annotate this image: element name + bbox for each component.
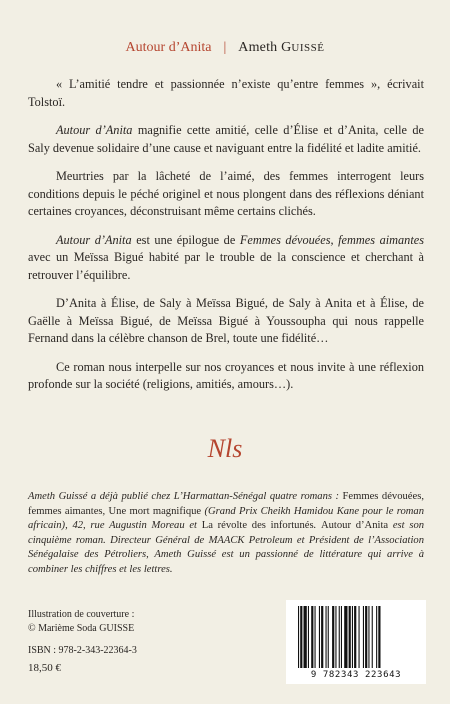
illustration-label: Illustration de couverture : — [28, 609, 135, 620]
barcode-bar — [335, 606, 336, 668]
barcode-bar — [321, 606, 323, 668]
barcode — [286, 600, 426, 684]
barcode-bar — [311, 606, 313, 668]
blurb-paragraph-2: Autour d’Anita magnifie cette amitié, celle d’Élise et d’Anita, celle de Saly devenue solidaire d’une cause et naviguant entre la fidélité et ladite amitié. — [28, 123, 424, 155]
barcode-bar — [344, 606, 347, 668]
barcode-bar — [352, 606, 353, 668]
barcode-bar — [332, 606, 334, 668]
author-name: Ameth GUISSÉ — [238, 40, 325, 55]
barcode-bar — [365, 606, 367, 668]
publisher-logo: Nls — [207, 434, 243, 463]
blurb-paragraph-5: D’Anita à Élise, de Saly à Meïssa Bigué, de Saly à Anita et à Élise, de Gaëlle à Meïssa Bigué, de Meïssa Bigué à Youssoupha qui nous rappelle Fernand dans la célèbre chanson de Brel, toute une fidélité… — [28, 296, 424, 345]
barcode-bar — [339, 606, 340, 668]
barcode-bar — [308, 606, 309, 668]
barcode-bars — [296, 606, 416, 670]
back-cover-blurb — [28, 76, 424, 405]
barcode-bar — [341, 606, 342, 668]
barcode-bar — [319, 606, 320, 668]
author-bio: Ameth Guissé a déjà publié chez L’Harmattan-Sénégal quatre romans : Femmes dévouées, femmes aimantes, Une mort magnifique (Grand Prix Cheikh Hamidou Kane pour le roman africain), 42, rue Augustin Moreau et La révolte des infortunés. Autour d’Anita est son cinquième roman. Directeur Général de MAACK Petroleum et Président de l’Association Sénégalaise des Pétroliers, Ameth Guissé est un passionné de littérature qui arrive à combiner les chiffres et les lettres. — [28, 491, 425, 575]
blurb-paragraph-3: Meurtries par la lâcheté de l’aimé, des femmes interrogent leurs conditions depuis le péché originel et nous plongent dans des réflexions déniant certaines croyances, déconstruisant même certains clichés. — [28, 169, 424, 218]
barcode-bar — [326, 606, 327, 668]
barcode-bar — [363, 606, 364, 668]
barcode-bar — [315, 606, 316, 668]
header-separator: | — [223, 40, 227, 55]
barcode-digits: 9 782343 223643 — [310, 670, 402, 680]
cover-header — [0, 40, 450, 56]
barcode-bar — [328, 606, 329, 668]
barcode-bar — [300, 606, 302, 668]
illustrator-name: © Marième Soda GUISSE — [28, 623, 135, 634]
cover-credits — [28, 608, 134, 636]
isbn: ISBN : 978-2-343-22364-3 — [28, 645, 137, 656]
price: 18,50 € — [28, 662, 61, 674]
barcode-bar — [354, 606, 356, 668]
barcode-bar — [298, 606, 299, 668]
barcode-bar — [376, 606, 377, 668]
barcode-bar — [368, 606, 369, 668]
barcode-bar — [378, 606, 380, 668]
book-title: Autour d’Anita — [125, 40, 212, 55]
barcode-bar — [359, 606, 360, 668]
barcode-bar — [372, 606, 373, 668]
blurb-paragraph-1: « L’amitié tendre et passionnée n’existe qu’entre femmes », écrivait Tolstoï. — [28, 77, 424, 109]
barcode-bar — [349, 606, 351, 668]
blurb-paragraph-4: Autour d’Anita est une épilogue de Femmes dévouées, femmes aimantes avec un Meïssa Bigué habité par le trouble de la conscience et cherchant à retrouver l’équilibre. — [28, 232, 424, 282]
blurb-paragraph-6: Ce roman nous interpelle sur nos croyances et nous invite à une réflexion profonde sur la société (religions, amitiés, amours…). — [28, 359, 424, 391]
barcode-bar — [304, 606, 307, 668]
